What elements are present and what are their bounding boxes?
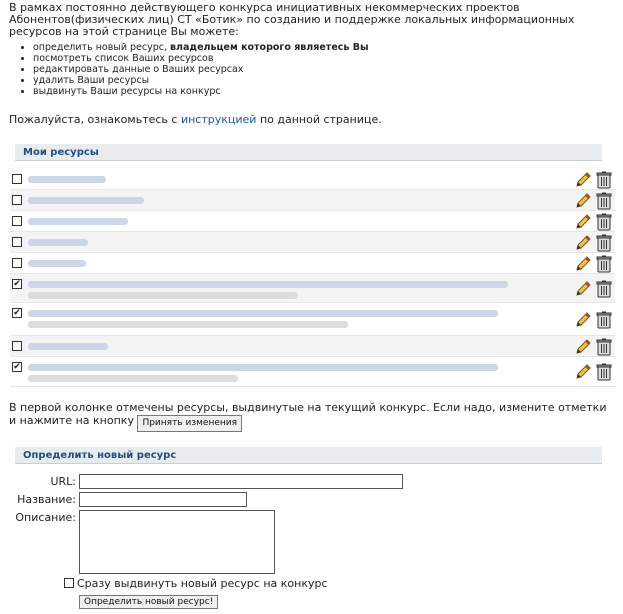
resource-nominate-checkbox[interactable] [12,216,22,226]
resource-nominate-checkbox[interactable]: ✔ [13,279,21,289]
delete-trash-icon[interactable] [594,279,614,299]
edit-pencil-icon[interactable] [573,279,593,299]
delete-trash-icon[interactable] [594,254,614,274]
instructions-link[interactable]: инструкцией [180,113,257,126]
resource-nominate-checkbox[interactable] [12,195,22,205]
edit-pencil-icon[interactable] [573,254,593,274]
capability-item [33,42,615,53]
new-resource-header: Определить новый ресурс [15,447,602,464]
edit-pencil-icon[interactable] [573,310,593,330]
delete-trash-icon[interactable] [594,233,614,253]
capabilities-list [9,42,615,97]
intro-text: В рамках постоянно действующего конкурса инициативных некоммерческих проектов Абонентов(физических лиц) СТ «Ботик» по созданию и поддержке локальных информационных ресурсов на этой странице Вы можете: [9,1,575,38]
resource-row [10,211,615,232]
capability-item [33,53,615,64]
define-resource-button[interactable]: Определить новый ресурс! [79,595,218,609]
nominate-label: Сразу выдвинуть новый ресурс на конкурс [77,577,328,590]
description-textarea[interactable] [79,510,275,574]
my-resources-header: Мои ресурсы [15,144,602,161]
apply-changes-block [9,401,609,431]
url-input[interactable] [79,474,403,489]
resource-description [28,292,298,299]
resource-row [10,169,615,190]
resource-name-link[interactable] [28,218,128,225]
capability-text: редактировать данные о Ваших ресурсах [33,64,244,75]
edit-pencil-icon[interactable] [573,362,593,382]
resource-name-link[interactable] [28,310,498,317]
resource-nominate-checkbox[interactable]: ✔ [13,362,21,372]
description-label: Описание: [15,511,76,524]
resource-row [10,232,615,253]
delete-trash-icon[interactable] [594,170,614,190]
resource-list [10,169,615,387]
note-text-end: по данной странице. [256,113,382,126]
capability-item [33,86,615,97]
resource-row [10,253,615,274]
capability-text: определить новый ресурс, [33,42,171,53]
delete-trash-icon[interactable] [594,337,614,357]
edit-pencil-icon[interactable] [573,337,593,357]
name-label: Название: [17,493,76,506]
resource-nominate-checkbox[interactable]: ✔ [13,308,21,318]
resource-name-link[interactable] [28,260,86,267]
resource-row [10,336,615,357]
edit-pencil-icon[interactable] [573,212,593,232]
resource-nominate-checkbox[interactable] [12,341,22,351]
capability-item [33,64,615,75]
resource-name-link[interactable] [28,176,106,183]
edit-pencil-icon[interactable] [573,233,593,253]
edit-pencil-icon[interactable] [573,191,593,211]
delete-trash-icon[interactable] [594,212,614,232]
nominate-row [64,577,328,590]
resource-nominate-checkbox[interactable] [12,237,22,247]
capability-text: выдвинуть Ваши ресурсы на конкурс [33,86,221,97]
resource-name-link[interactable] [28,343,108,350]
delete-trash-icon[interactable] [594,310,614,330]
apply-changes-button[interactable]: Принять изменения [137,415,242,432]
resource-name-link[interactable] [28,239,88,246]
capability-text: удалить Ваши ресурсы [33,75,150,86]
resource-description [28,375,238,382]
delete-trash-icon[interactable] [594,191,614,211]
intro-block [9,2,615,97]
capability-text: посмотреть список Ваших ресурсов [33,53,214,64]
resource-name-link[interactable] [28,281,508,288]
resource-description [28,321,348,328]
resource-nominate-checkbox[interactable] [12,258,22,268]
note-text: Пожалуйста, ознакомьтесь с [9,113,181,126]
resource-row [10,357,615,387]
url-label: URL: [50,475,76,488]
capability-bold-text: владельцем которого являетесь Вы [170,42,369,53]
resource-row [10,190,615,211]
resource-name-link[interactable] [28,197,144,204]
resource-row [10,274,615,303]
edit-pencil-icon[interactable] [573,170,593,190]
nominate-checkbox[interactable] [64,578,74,588]
apply-changes-text: В первой колонке отмечены ресурсы, выдвинутые на текущий конкурс. Если надо, измените отметки и нажмите на кнопку [9,401,607,427]
resource-nominate-checkbox[interactable] [12,174,22,184]
name-input[interactable] [79,492,247,507]
instructions-note [9,113,382,126]
resource-name-link[interactable] [28,364,498,371]
capability-item [33,75,615,86]
delete-trash-icon[interactable] [594,362,614,382]
resource-row [10,303,615,336]
